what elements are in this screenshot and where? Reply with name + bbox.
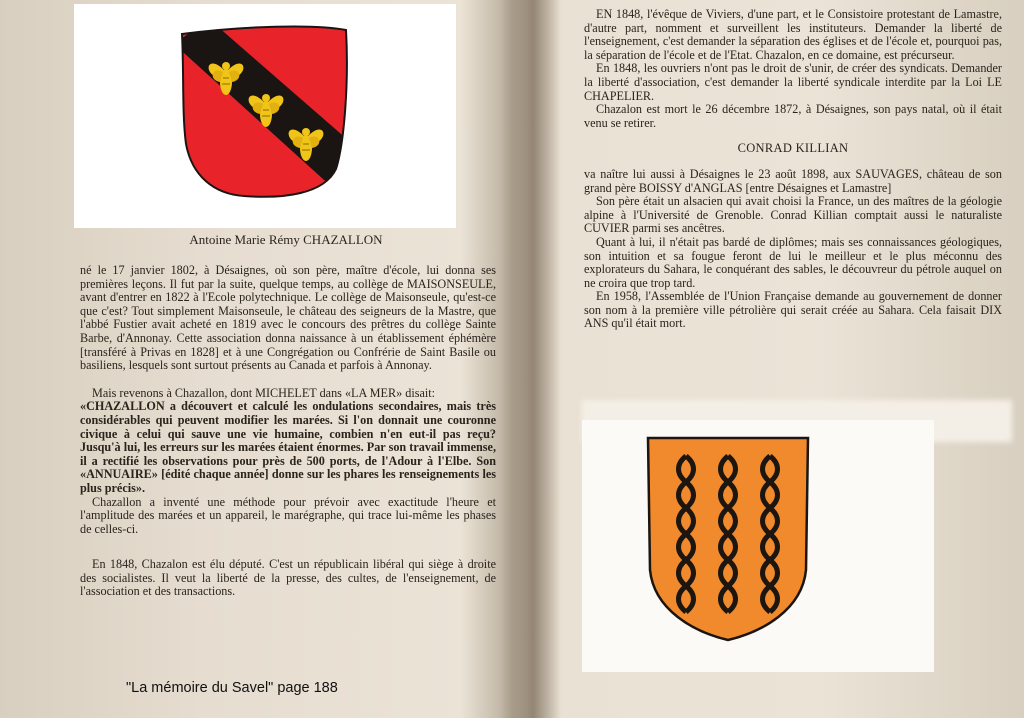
paragraph: En 1848, Chazalon est élu député. C'est un républicain libéral qui siège à droite des socialistes. Il veut la liberté de la presse, des cultes, de l'enseignement, de l'association et des transactions. — [80, 557, 496, 599]
right-crest-image — [582, 420, 934, 672]
left-page-text — [80, 264, 496, 599]
shield-with-bees-icon — [74, 4, 456, 228]
paragraph: Mais revenons à Chazallon, dont MICHELET dans «LA MER» disait: — [92, 385, 436, 400]
paragraph: EN 1848, l'évêque de Viviers, d'une part, et le Consistoire protestant de Lamastre, d'autre part, nomment et surveillent les instituteurs. Demander la liberté de l'enseignement, c'est demander la séparation des églises et de l'école et, pourquoi pas, la séparation de l'école et de l'Etat. Chazalon, en ce domaine, est précurseur. — [584, 7, 1002, 62]
paragraph: né le 17 janvier 1802, à Désaignes, où son père, maître d'école, lui donna ses premières leçons. Il fut par la suite, quelque temps, au collège de MAISONSEULE, avant d'entrer en 1822 à l'Ecole polytechnique. Le collège de Maisonseule, qu'est-ce que c'est? Tout simplement Maisonseule, le château des seigneurs de la Mastre, que l'abbé Fustier avait acheté en 1819 avec le concours des prêtres du collège Sainte Barbe, d'Annonay. Cette association donna naissance à un établissement éphémère [transféré à Privas en 1828] et à une Congrégation ou Confrérie de Saint Basile ou basiliens, lesquels sont surtout présents au Canada et parfois à Annonay. — [80, 263, 496, 373]
page-footer: "La mémoire du Savel" page 188 — [126, 680, 338, 696]
paragraph: En 1848, les ouvriers n'ont pas le droit de s'unir, de créer des syndicats. Demander la liberté d'association, c'est demander la liberté syndicale interdite par la Loi LE CHAPELIER. — [584, 61, 1002, 103]
paragraph: En 1958, l'Assemblée de l'Union Française demande au gouvernement de donner son nom à la première ville pétrolière qui serait créée au Sahara. Cela faisait DIX ANS qu'il était mort. — [584, 289, 1002, 331]
right-page — [512, 0, 1024, 718]
left-crest-image — [74, 4, 456, 228]
paragraph: Quant à lui, il n'était pas bardé de diplômes; mais ses connaissances géologiques, son intuition et sa fougue feront de lui le meilleur et le plus méconnu des explorateurs du Sahara, le conquérant des sables, le découvreur du pétrole auquel on ne croira que trop tard. — [584, 234, 1002, 290]
portrait-caption: Antoine Marie Rémy CHAZALLON — [189, 232, 383, 247]
section-title: CONRAD KILLIAN — [737, 141, 849, 156]
right-page-text — [584, 8, 1002, 331]
michelet-quote: «CHAZALLON a découvert et calculé les ondulations secondaires, mais très considérables qui peuvent modifier les marées. Si l'on donnait une couronne civique à celui qui sauve une vie humaine, combien n'en eut-il pas reçu? Jusqu'à lui, les erreurs sur les marées étaient énormes. Par son travail immense, il a rectifié les observations pour près de 500 ports, de l'Adour à l'Elbe. Son «ANNUAIRE» [édité chaque année] donne sur les phares les renseignements les plus précis». — [80, 399, 496, 495]
paragraph: Chazalon est mort le 26 décembre 1872, à Désaignes, son pays natal, où il était venu se retirer. — [584, 102, 1002, 130]
paragraph: Son père était un alsacien qui avait choisi la France, un des maîtres de la géologie alpine à l'Université de Grenoble. Conrad Killian comptait aussi le naturaliste CUVIER parmi ses ancêtres. — [584, 194, 1002, 236]
paragraph: va naître lui aussi à Désaignes le 23 août 1898, aux SAUVAGES, château de son grand père BOISSY d'ANGLAS [entre Désaignes et Lamastre] — [584, 166, 1002, 195]
paragraph: Chazallon a inventé une méthode pour prévoir avec exactitude l'heure et l'amplitude des marées et un appareil, le marégraphe, qui trace lui-même les phases de celles-ci. — [80, 494, 496, 536]
shield-with-chains-icon — [582, 420, 934, 672]
